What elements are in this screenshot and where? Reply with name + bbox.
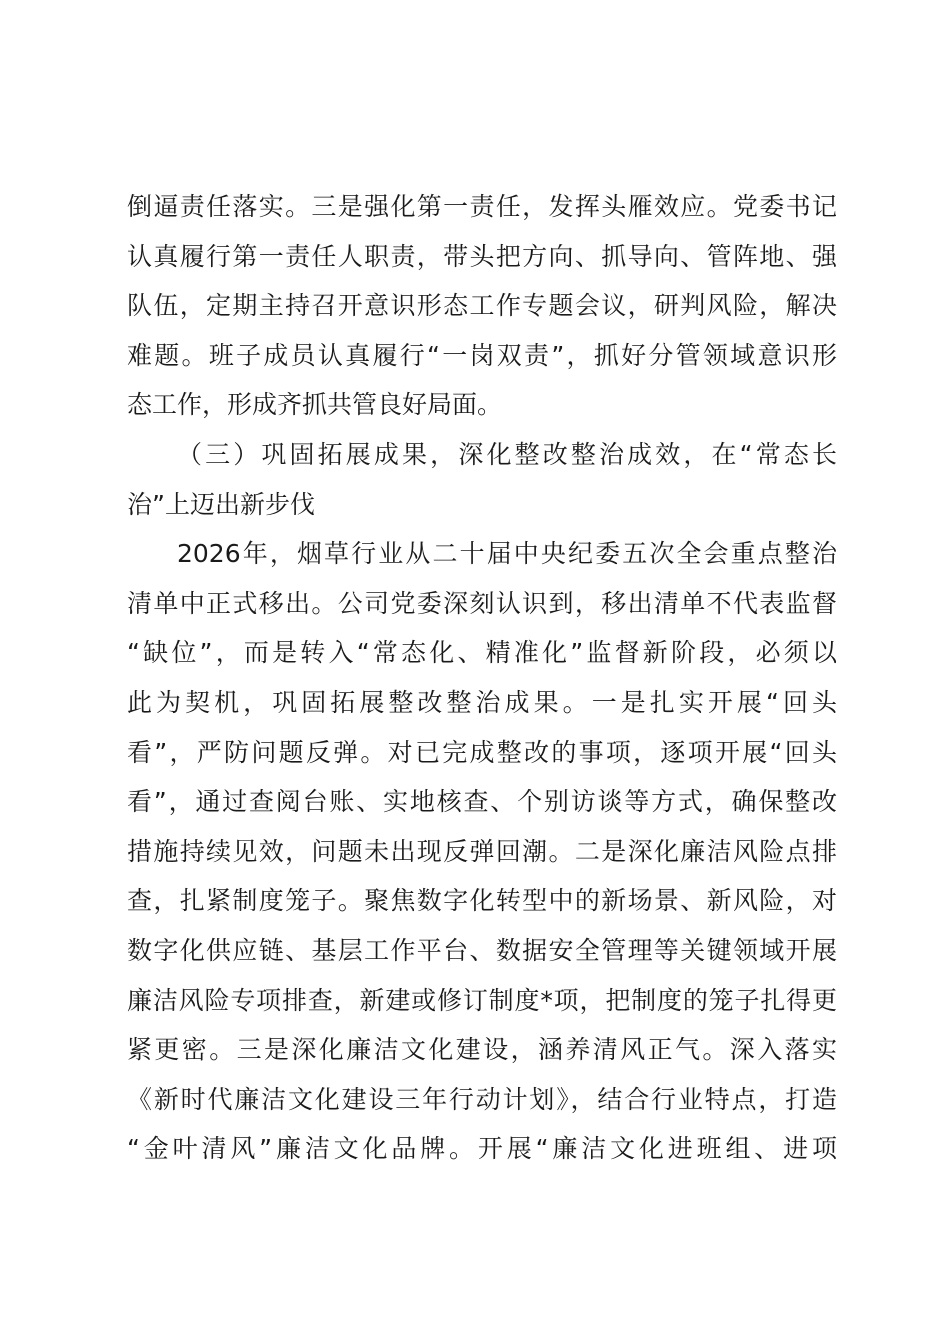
body-line: “缺位”，而是转入“常态化、精准化”监督新阶段，必须以 (127, 638, 837, 668)
body-line: 认真履行第一责任人职责，带头把方向、抓导向、管阵地、强 (127, 241, 837, 271)
body-line: 倒逼责任落实。三是强化第一责任，发挥头雁效应。党委书记 (127, 192, 837, 221)
body-line: 看”，通过查阅台账、实地核查、个别访谈等方式，确保整改 (127, 787, 837, 817)
body-line: 2026年，烟草行业从二十届中央纪委五次全会重点整治 (177, 539, 837, 569)
body-line: 此为契机，巩固拓展整改整治成果。一是扎实开展“回头 (127, 687, 837, 717)
body-line: 措施持续见效，问题未出现反弹回潮。二是深化廉洁风险点排 (127, 836, 837, 866)
body-line: 数字化供应链、基层工作平台、数据安全管理等关键领域开展 (127, 935, 837, 965)
body-line: 廉洁风险专项排查，新建或修订制度*项，把制度的笼子扎得更 (127, 985, 837, 1015)
body-line: 态工作，形成齐抓共管良好局面。 (127, 390, 503, 420)
body-line: 紧更密。三是深化廉洁文化建设，涵养清风正气。深入落实 (127, 1035, 837, 1065)
document-body (127, 182, 837, 1174)
body-line: 难题。班子成员认真履行“一岗双责”，抓好分管领域意识形 (127, 340, 837, 370)
body-line: “金叶清风”廉洁文化品牌。开展“廉洁文化进班组、进项 (127, 1134, 837, 1164)
section-heading-line: 治”上迈出新步伐 (127, 489, 315, 519)
body-line: 队伍，定期主持召开意识形态工作专题会议，研判风险，解决 (127, 291, 837, 321)
body-line: 《新时代廉洁文化建设三年行动计划》，结合行业特点，打造 (127, 1084, 837, 1114)
body-line: 清单中正式移出。公司党委深刻认识到，移出清单不代表监督 (127, 588, 837, 618)
section-heading-line: （三）巩固拓展成果，深化整改整治成效，在“常态长 (177, 439, 837, 469)
body-line: 查，扎紧制度笼子。聚焦数字化转型中的新场景、新风险，对 (127, 886, 837, 916)
body-line: 看”，严防问题反弹。对已完成整改的事项，逐项开展“回头 (127, 737, 837, 767)
